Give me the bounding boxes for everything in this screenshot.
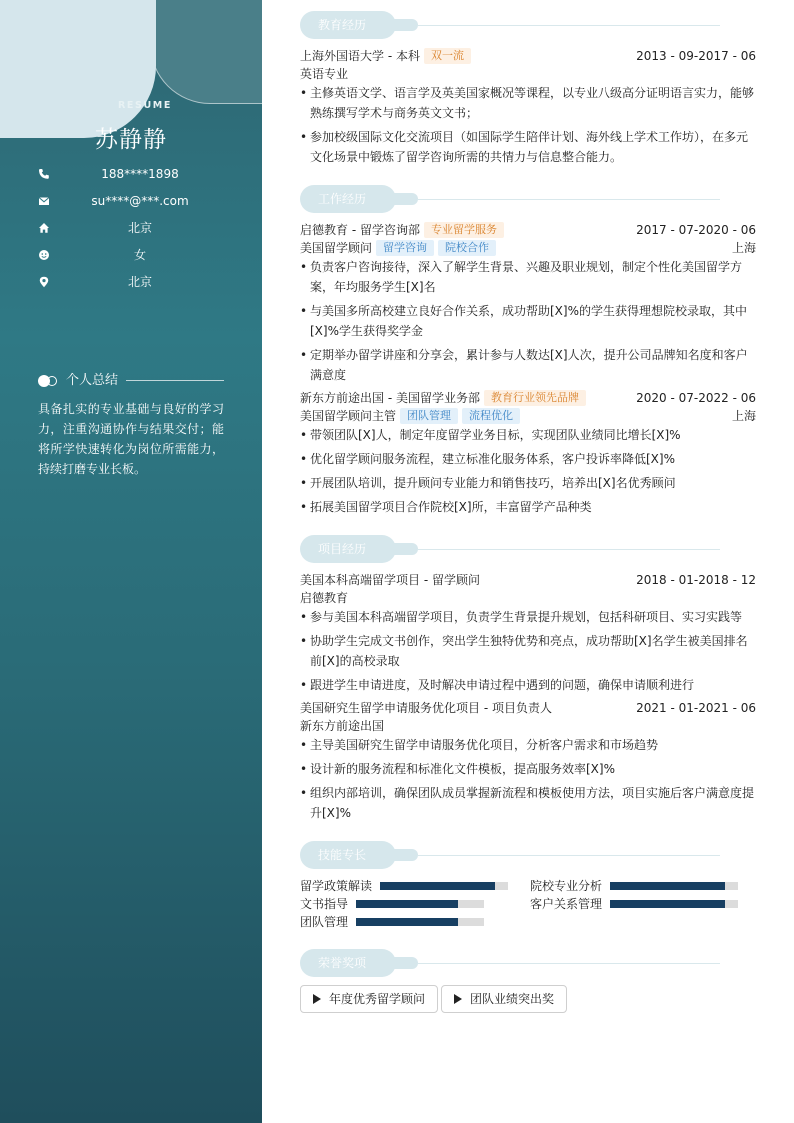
section-header-work [300,185,756,213]
project-bullet: • 组织内部培训，确保团队成员掌握新流程和模板使用方法，项目实施后客户满意度提升[X]% [300,783,756,823]
education-bullet: • 主修英语文学、语言学及英美国家概况等课程，以专业八级高分证明语言实力，能够熟练撰写学术与商务英文文书； [300,83,756,123]
company-name: 新东方前途出国 - 美国留学业务部 [300,391,480,405]
sidebar [0,0,262,1123]
skill-bar [356,900,484,908]
skill-item [300,913,510,931]
skill-name: 留学政策解读 [300,879,373,893]
section-title: 工作经历 [300,185,396,213]
work-bullet: • 开展团队培训，提升顾问专业能力和销售技巧，培养出[X]名优秀顾问 [300,473,756,493]
project-date: 2018 - 01-2018 - 12 [636,573,756,587]
award-badge [300,985,438,1013]
work-role-row [300,407,756,425]
section-header-awards [300,949,756,977]
work-bullet: • 带领团队[X]人，制定年度留学业务目标，实现团队业绩同比增长[X]% [300,425,756,445]
education-major-row [300,65,756,83]
summary-title: 个人总结 [66,373,119,388]
mail-icon [38,195,50,207]
gender-icon [38,249,50,261]
location-value: 北京 [127,275,152,289]
skill-bar [610,900,738,908]
project-org-row [300,589,756,607]
skill-name: 院校专业分析 [530,879,603,893]
education-bullet: • 参加校级国际文化交流项目（如国际学生陪伴计划、海外线上学术工作坊），在多元文化场景中锻炼了留学咨询所需的共情力与信息整合能力。 [300,127,756,167]
phone-value: 188****1898 [101,167,179,181]
contact-home [0,219,262,237]
award-name: 团队业绩突出奖 [470,992,555,1006]
work-bullet: • 定期举办留学讲座和分享会，累计参与人数达[X]人次，提升公司品牌知名度和客户满意度 [300,345,756,385]
skill-name: 客户关系管理 [530,897,603,911]
section-title: 荣誉奖项 [300,949,396,977]
role-tag: 院校合作 [438,240,496,256]
gender-value: 女 [133,248,146,262]
work-bullet: • 优化留学顾问服务流程，建立标准化服务体系，客户投诉率降低[X]% [300,449,756,469]
work-company-row [300,221,756,239]
project-date: 2021 - 01-2021 - 06 [636,701,756,715]
contact-email [0,192,262,210]
role-title: 美国留学顾问主管 [300,409,397,423]
decorative-shape-front [0,0,156,138]
section-header-skills [300,841,756,869]
location-icon [38,276,50,288]
work-role-row [300,239,756,257]
role-tag: 流程优化 [462,408,520,424]
school-tag: 双一流 [424,48,471,64]
project-org-row [300,717,756,735]
education-date: 2013 - 09-2017 - 06 [636,49,756,63]
skill-item [300,895,510,913]
skill-item [300,877,510,895]
award-badge [441,985,567,1013]
work-date: 2020 - 07-2022 - 06 [636,391,756,405]
company-name: 启德教育 - 留学咨询部 [300,223,420,237]
skill-name: 团队管理 [300,915,349,929]
main-content [300,0,756,1123]
award-name: 年度优秀留学顾问 [329,992,426,1006]
project-org: 新东方前途出国 [300,719,385,733]
work-bullet: • 拓展美国留学项目合作院校[X]所，丰富留学产品种类 [300,497,756,517]
work-city: 上海 [731,241,756,255]
summary-divider [126,380,224,381]
project-bullet: • 参与美国本科高端留学项目，负责学生背景提升规划，包括科研项目、实习实践等 [300,607,756,627]
play-icon [454,994,462,1004]
skill-bar [380,882,508,890]
section-title: 技能专长 [300,841,396,869]
skill-item [530,877,740,895]
skill-item [530,895,740,913]
project-title-row [300,571,756,589]
role-tag: 团队管理 [400,408,458,424]
summary-text: 具备扎实的专业基础与良好的学习力，注重沟通协作与结果交付；能将所学快速转化为岗位所需能力，持续打磨专业长板。 [38,402,224,476]
education-major: 英语专业 [300,67,349,81]
role-tag: 留学咨询 [376,240,434,256]
project-bullet: • 协助学生完成文书创作，突出学生独特优势和亮点，成功帮助[X]名学生被美国排名前[X]的高校录取 [300,631,756,671]
contact-location [0,273,262,291]
section-header-project [300,535,756,563]
work-city: 上海 [731,409,756,423]
skill-bar [610,882,738,890]
project-title: 美国本科高端留学项目 - 留学顾问 [300,573,480,587]
school-name: 上海外国语大学 - 本科 [300,49,420,63]
company-tag: 教育行业领先品牌 [484,390,586,406]
project-bullet: • 主导美国研究生留学申请服务优化项目，分析客户需求和市场趋势 [300,735,756,755]
education-row [300,47,756,65]
project-bullet: • 跟进学生申请进度，及时解决申请过程中遇到的问题，确保申请顺利进行 [300,675,756,695]
resume-label: RESUME [118,100,172,111]
home-value: 北京 [127,221,152,235]
section-title: 项目经历 [300,535,396,563]
candidate-name: 苏静静 [95,127,167,153]
section-title: 教育经历 [300,11,396,39]
contact-gender [0,246,262,264]
work-date: 2017 - 07-2020 - 06 [636,223,756,237]
summary-header [38,372,228,390]
work-bullet: • 与美国多所高校建立良好合作关系，成功帮助[X]%的学生获得理想院校录取，其中[X]%学生获得奖学金 [300,301,756,341]
home-icon [38,222,50,234]
play-icon [313,994,321,1004]
project-org: 启德教育 [300,591,349,605]
skill-name: 文书指导 [300,897,349,911]
project-title-row [300,699,756,717]
email-value: su****@***.com [91,194,189,208]
project-bullet: • 设计新的服务流程和标准化文件模板，提高服务效率[X]% [300,759,756,779]
skill-bar [356,918,484,926]
phone-icon [38,168,50,180]
project-title: 美国研究生留学申请服务优化项目 - 项目负责人 [300,701,552,715]
role-title: 美国留学顾问 [300,241,373,255]
contact-phone [0,165,262,183]
company-tag: 专业留学服务 [424,222,504,238]
dots-icon [38,375,60,387]
section-header-education [300,11,756,39]
decorative-shape-back [150,0,262,104]
work-company-row [300,389,756,407]
work-bullet: • 负责客户咨询接待，深入了解学生背景、兴趣及职业规划，制定个性化美国留学方案，年均服务学生[X]名 [300,257,756,297]
